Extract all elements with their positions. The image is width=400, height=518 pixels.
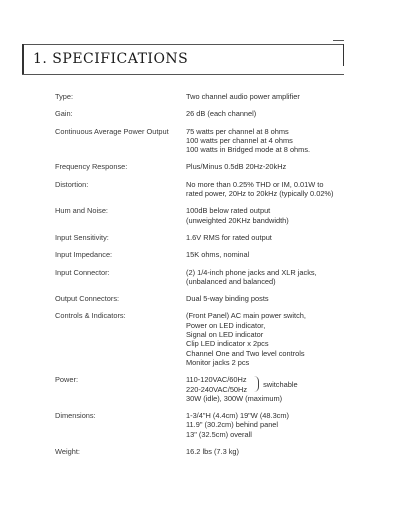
header-bottom-rule bbox=[22, 74, 344, 75]
spec-line: Two channel audio power amplifier bbox=[186, 92, 300, 101]
spec-row-power bbox=[55, 375, 385, 403]
header-right-rule bbox=[343, 44, 344, 66]
spec-value bbox=[186, 294, 385, 303]
brace-mark bbox=[251, 376, 259, 392]
spec-value bbox=[186, 233, 385, 242]
spec-rows bbox=[55, 92, 385, 367]
spec-label: Distortion: bbox=[55, 179, 89, 189]
spec-label: Power: bbox=[55, 375, 79, 385]
header-left-rule bbox=[22, 44, 24, 74]
spec-line: 100 watts per channel at 4 ohms bbox=[186, 135, 293, 145]
spec-label: Gain: bbox=[55, 109, 73, 119]
spec-line: (unbalanced and balanced) bbox=[186, 276, 276, 286]
spec-label: Controls & Indicators: bbox=[55, 311, 126, 321]
spec-line: 26 dB (each channel) bbox=[186, 109, 257, 119]
spec-value bbox=[186, 447, 385, 456]
spec-value bbox=[186, 127, 385, 155]
spec-value bbox=[186, 92, 385, 101]
spec-row bbox=[55, 109, 385, 118]
spec-line: 1-3/4"H (4.4cm) 19"W (48.3cm) bbox=[186, 411, 289, 421]
section-header-box bbox=[22, 44, 344, 74]
spec-value bbox=[186, 162, 385, 171]
spec-row bbox=[55, 162, 385, 171]
spec-line: 110-120VAC/60Hz bbox=[186, 375, 247, 385]
spec-line: Power on LED indicator, bbox=[186, 320, 266, 330]
spec-line: (unweighted 20KHz bandwidth) bbox=[186, 215, 289, 225]
spec-line: Plus/Minus 0.5dB 20Hz-20kHz bbox=[186, 162, 287, 172]
spec-line: (Front Panel) AC main power switch, bbox=[186, 311, 306, 321]
spec-row bbox=[55, 206, 385, 225]
spec-label: Input Connector: bbox=[55, 267, 110, 277]
spec-value bbox=[186, 411, 385, 439]
spec-row bbox=[55, 180, 385, 199]
spec-value bbox=[186, 250, 385, 259]
spec-row bbox=[55, 127, 385, 155]
spec-line: Dual 5-way binding posts bbox=[186, 294, 269, 304]
spec-line: 220-240VAC/50Hz bbox=[186, 384, 248, 394]
spec-line: 100dB below rated output bbox=[186, 206, 271, 216]
header-corner-mark bbox=[333, 40, 344, 41]
power-switchable-note: switchable bbox=[263, 380, 298, 390]
header-corner-mark bbox=[338, 74, 344, 75]
spec-label: Type: bbox=[55, 92, 74, 101]
spec-line: 16.2 lbs (7.3 kg) bbox=[186, 447, 239, 457]
spec-label: Continuous Average Power Output bbox=[55, 126, 169, 136]
spec-line: 15K ohms, nominal bbox=[186, 250, 250, 260]
spec-row-weight bbox=[55, 447, 385, 456]
spec-line: (2) 1/4-inch phone jacks and XLR jacks, bbox=[186, 267, 317, 277]
spec-value bbox=[186, 180, 385, 199]
spec-label: Dimensions: bbox=[55, 411, 96, 421]
spec-label: Input Sensitivity: bbox=[55, 232, 109, 242]
spec-value bbox=[186, 206, 385, 225]
spec-label: Frequency Response: bbox=[55, 162, 128, 172]
spec-line: Signal on LED indicator bbox=[186, 330, 264, 340]
spec-line: 1.6V RMS for rated output bbox=[186, 232, 272, 242]
spec-value bbox=[186, 375, 385, 403]
spec-label: Input Impedance: bbox=[55, 250, 113, 260]
spec-row bbox=[55, 268, 385, 287]
spec-line: Clip LED indicator x 2pcs bbox=[186, 339, 269, 349]
section-title: 1. SPECIFICATIONS bbox=[33, 51, 189, 67]
spec-value bbox=[186, 109, 385, 118]
spec-line: 13" (32.5cm) overall bbox=[186, 429, 252, 439]
specifications-list bbox=[55, 92, 385, 464]
spec-line: Channel One and Two level controls bbox=[186, 348, 305, 358]
spec-row bbox=[55, 233, 385, 242]
spec-line: 30W (idle), 300W (maximum) bbox=[186, 393, 283, 403]
spec-row bbox=[55, 92, 385, 101]
spec-line: No more than 0.25% THD or IM, 0.01W to bbox=[186, 179, 324, 189]
header-top-rule bbox=[22, 44, 344, 45]
spec-row bbox=[55, 250, 385, 259]
spec-row bbox=[55, 311, 385, 367]
spec-row bbox=[55, 294, 385, 303]
power-options bbox=[186, 375, 385, 394]
spec-line: 100 watts in Bridged mode at 8 ohms. bbox=[186, 145, 311, 155]
spec-line: Monitor jacks 2 pcs bbox=[186, 357, 250, 367]
spec-line: rated power, 20Hz to 20kHz (typically 0.02%) bbox=[186, 189, 334, 199]
spec-value bbox=[186, 268, 385, 287]
spec-value bbox=[186, 311, 385, 367]
power-voltages bbox=[186, 375, 247, 394]
spec-label: Output Connectors: bbox=[55, 294, 120, 304]
spec-line: 75 watts per channel at 8 ohms bbox=[186, 126, 289, 136]
spec-label: Hum and Noise: bbox=[55, 206, 108, 216]
spec-label: Weight: bbox=[55, 447, 80, 457]
spec-line: 11.9" (30.2cm) behind panel bbox=[186, 420, 279, 430]
spec-row-dimensions bbox=[55, 411, 385, 439]
